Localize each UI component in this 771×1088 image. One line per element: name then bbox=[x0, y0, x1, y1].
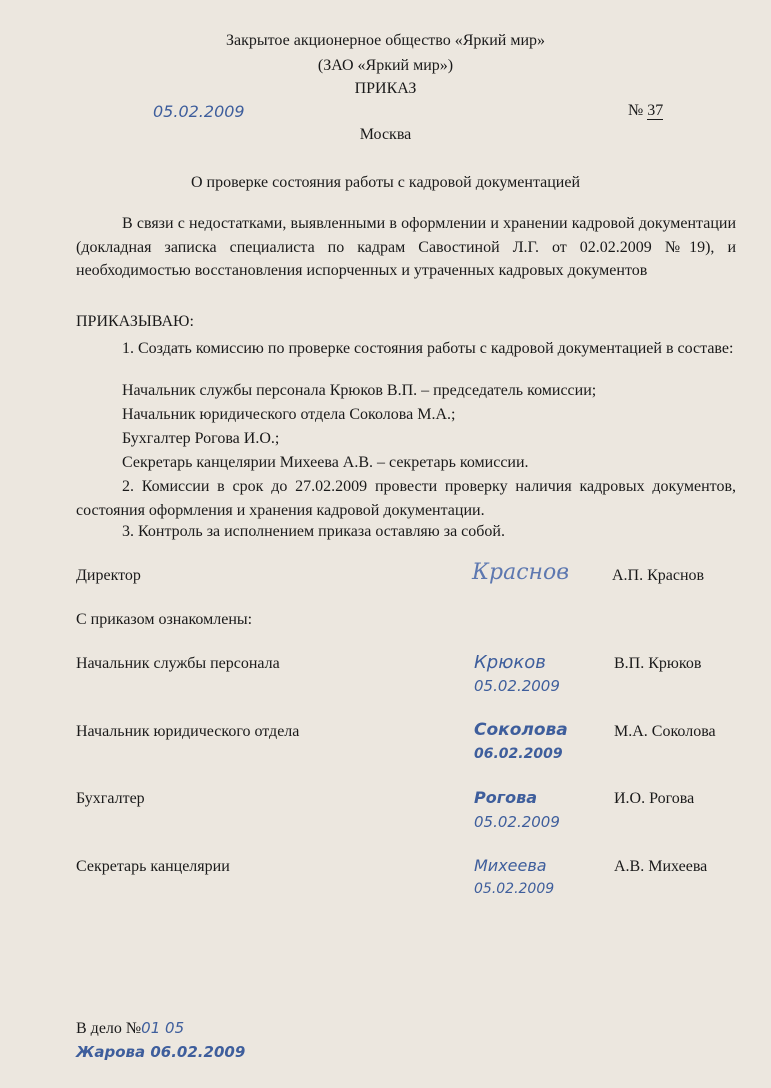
commission-member: Бухгалтер Рогова И.О.; bbox=[122, 430, 280, 447]
order-number bbox=[628, 102, 663, 120]
document-title: О проверке состояния работы с кадровой документацией bbox=[190, 174, 581, 191]
acquainted-signature: Михеева bbox=[474, 856, 547, 875]
acquainted-date: 06.02.2009 bbox=[474, 746, 563, 762]
acquainted-position: Секретарь канцелярии bbox=[76, 858, 230, 875]
director-signature: Краснов bbox=[472, 560, 570, 585]
order-date: 05.02.2009 bbox=[153, 102, 245, 121]
file-note-number: 01 05 bbox=[141, 1019, 185, 1037]
acquainted-name: М.А. Соколова bbox=[614, 723, 716, 740]
item-3: 3. Контроль за исполнением приказа оставляю за собой. bbox=[122, 523, 505, 540]
acquainted-name: И.О. Рогова bbox=[614, 790, 695, 807]
commission-member: Начальник службы персонала Крюков В.П. – председатель комиссии; bbox=[122, 382, 597, 399]
acquainted-name: А.В. Михеева bbox=[614, 858, 708, 875]
item-1-text: 1. Создать комиссию по проверке состояния работы с кадровой документацией в составе: bbox=[122, 340, 734, 357]
acquainted-position: Бухгалтер bbox=[76, 790, 145, 807]
acquainted-date: 05.02.2009 bbox=[474, 881, 555, 897]
acquainted-position: Начальник службы персонала bbox=[76, 655, 280, 672]
acquainted-name: В.П. Крюков bbox=[614, 655, 702, 672]
number-label: № bbox=[628, 102, 644, 119]
organization-short-name: (ЗАО «Яркий мир») bbox=[317, 57, 454, 74]
file-note bbox=[76, 1019, 184, 1038]
file-note-signature: Жарова 06.02.2009 bbox=[76, 1043, 246, 1061]
acquainted-date: 05.02.2009 bbox=[474, 677, 560, 695]
organization-full-name: Закрытое акционерное общество «Яркий мир» bbox=[226, 32, 545, 49]
acquainted-signature: Рогова bbox=[474, 788, 537, 807]
file-note-label: В дело № bbox=[76, 1020, 142, 1037]
item-2-text: 2. Комиссии в срок до 27.02.2009 провести проверку наличия кадровых документов, состояния оформления и хранения кадровой документации. bbox=[76, 478, 736, 519]
order-word: ПРИКАЗЫВАЮ: bbox=[76, 313, 194, 330]
preamble bbox=[76, 212, 736, 283]
acquainted-date: 05.02.2009 bbox=[474, 813, 560, 831]
commission-member: Секретарь канцелярии Михеева А.В. – секретарь комиссии. bbox=[122, 454, 529, 471]
preamble-text: В связи с недостатками, выявленными в оформлении и хранении кадровой документации (докладная записка специалиста по кадрам Савостиной Л.Г. от 02.02.2009 №19), и необходимостью восстановления испорченных и утраченных кадровых документов bbox=[76, 215, 736, 279]
acquainted-signature: Крюков bbox=[474, 652, 546, 673]
commission-member: Начальник юридического отдела Соколова М.А.; bbox=[122, 406, 456, 423]
item-1 bbox=[76, 337, 736, 361]
acquainted-label: С приказом ознакомлены: bbox=[76, 611, 253, 628]
item-2 bbox=[76, 475, 736, 522]
acquainted-position: Начальник юридического отдела bbox=[76, 723, 300, 740]
acquainted-signature: Соколова bbox=[474, 720, 568, 740]
director-position: Директор bbox=[76, 567, 141, 584]
document-type: ПРИКАЗ bbox=[354, 80, 417, 97]
director-name: А.П. Краснов bbox=[612, 567, 705, 584]
city: Москва bbox=[359, 126, 412, 143]
number-value: 37 bbox=[647, 102, 664, 119]
